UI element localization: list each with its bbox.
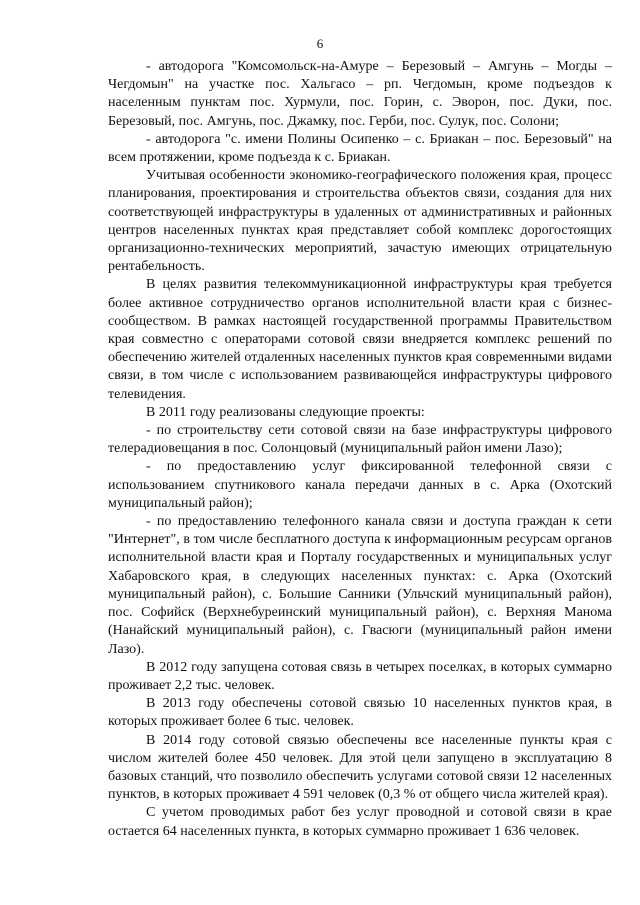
page-number: 6 — [316, 36, 324, 51]
paragraph-2011-projects-intro: В 2011 году реализованы следующие проекты: — [146, 404, 425, 420]
paragraph-remaining-settlements: С учетом проводимых работ без услуг проводной и сотовой связи в крае остается 64 населенных пункта, в которых суммарно проживает 1 636 человек. — [108, 805, 612, 839]
paragraph-telecom-development: В целях развития телекоммуникационной инфраструктуры края требуется более активное сотрудничество органов исполнительной власти края с бизнес-сообществом. В рамках настоящей государственной программы Правительством края совместно с операторами сотовой связи внедряется комплекс решений по обеспечению жителей отдаленных населенных пунктов края современными видами связи, в том числе с использованием развивающейся инфраструктуры цифрового телевидения. — [108, 277, 612, 402]
paragraph-project-cellular-solontsovy: - по строительству сети сотовой связи на базе инфраструктуры цифрового телерадиовещания в пос. Солонцовый (муниципальный район имени Лазо); — [108, 423, 612, 457]
paragraph-2012-results: В 2012 году запущена сотовая связь в четырех поселках, в которых суммарно проживает 2,2 тыс. человек. — [108, 659, 612, 693]
paragraph-project-satellite-arka: - по предоставлению услуг фиксированной телефонной связи с использованием спутникового канала передачи данных в с. Арка (Охотский муниципальный район); — [108, 459, 612, 511]
paragraph-geographic-features: Учитывая особенности экономико-географического положения края, процесс планирования, проектирования и строительства объектов связи, создания для них соответствующей инфраструктуры в удаленных от административных и районных центров населенных пунктах края представляет собой комплекс дорогостоящих организационно-технических мероприятий, зачастую имеющих отрицательную рентабельность. — [108, 168, 612, 275]
paragraph-2013-results: В 2013 году обеспечены сотовой связью 10 населенных пунктов края, в которых проживает более 6 тыс. человек. — [108, 696, 612, 730]
paragraph-2014-results: В 2014 году сотовой связью обеспечены все населенные пункты края с числом жителей более 450 человек. Для этой цели запущено в эксплуатацию 8 базовых станций, что позволило обеспечить услугами сотовой связи 12 населенных пунктов, в которых проживает 4 591 человек (0,3 % от общего числа жителей края). — [108, 732, 612, 803]
document-body — [108, 58, 612, 841]
paragraph-project-internet-access: - по предоставлению телефонного канала связи и доступа граждан к сети "Интернет", в том числе бесплатного доступа к информационным ресурсам органов исполнительной власти края и Порталу государственных и муниципальных услуг Хабаровского края, в следующих населенных пунктах: с. Арка (Охотский муниципальный район), с. Большие Санники (Ульчский муниципальный район), пос. Софийск (Верхнебуреинский муниципальный район), с. Верхняя Манома (Нанайский муниципальный район), с. Гвасюги (муниципальный район имени Лазо). — [108, 514, 612, 657]
paragraph-road-komsomolsk-chegdomyn: - автодорога "Комсомольск-на-Амуре – Березовый – Амгунь – Могды – Чегдомын" на участке пос. Хальгасо – рп. Чегдомын, кроме подъездов к населенным пунктам пос. Хурмули, пос. Горин, с. Эворон, пос. Дуки, пос. Березовый, пос. Амгунь, пос. Джамку, пос. Герби, пос. Сулук, пос. Солони; — [108, 59, 612, 129]
paragraph-road-osipenko-briakan: - автодорога "с. имени Полины Осипенко – с. Бриакан – пос. Березовый" на всем протяжении, кроме подъезда к с. Бриакан. — [108, 131, 612, 166]
